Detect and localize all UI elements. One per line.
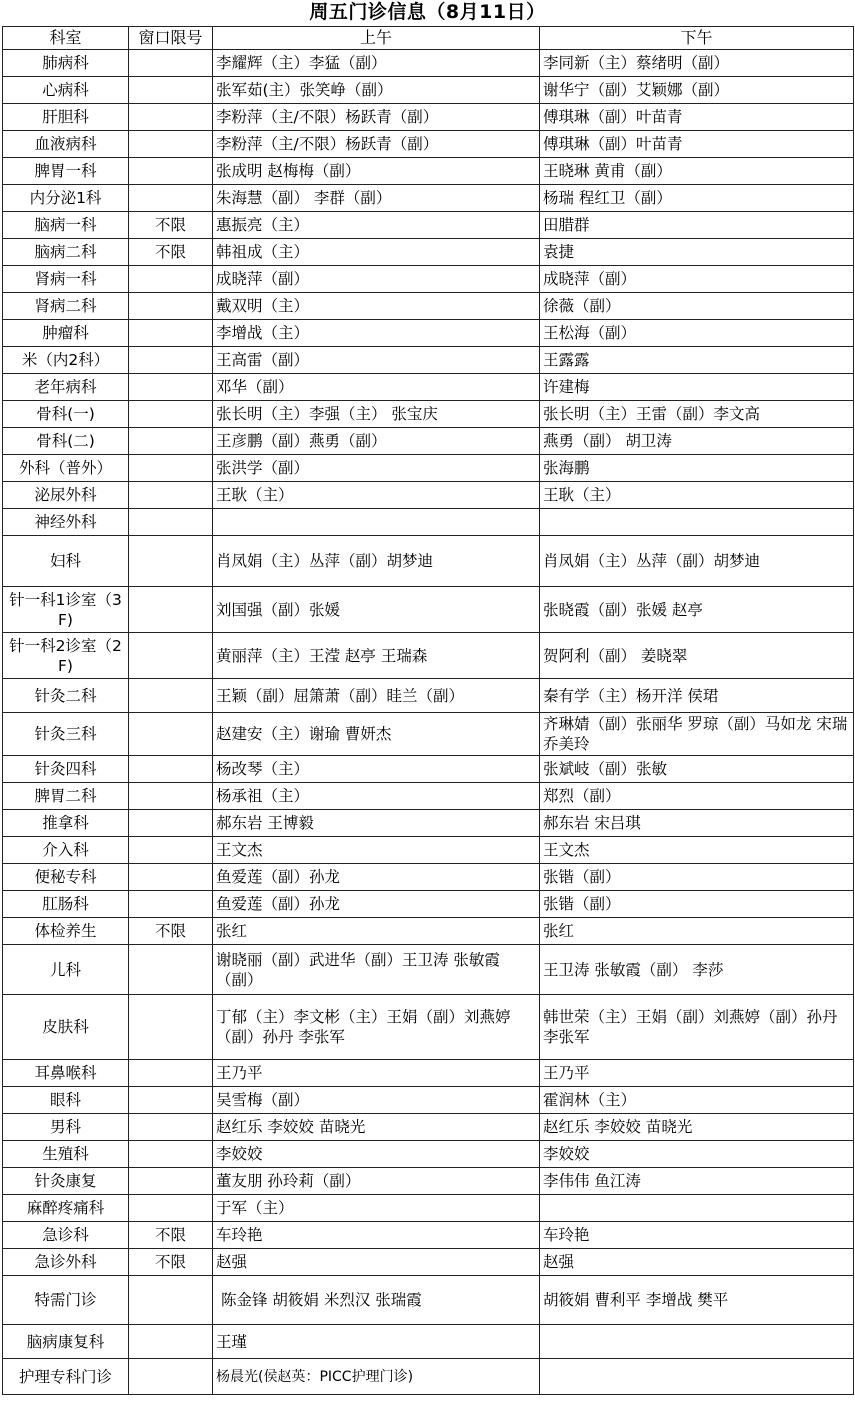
table-row xyxy=(3,713,854,756)
window-limit-cell xyxy=(129,1087,213,1114)
afternoon-doctors-cell: 车玲艳 xyxy=(540,1222,854,1249)
window-limit-cell xyxy=(129,1114,213,1141)
afternoon-doctors-cell: 张晓霞（副）张媛 赵亭 xyxy=(540,587,854,633)
dept-cell: 妇科 xyxy=(3,536,129,587)
table-row xyxy=(3,239,854,266)
table-row xyxy=(3,1168,854,1195)
window-limit-cell xyxy=(129,1359,213,1395)
dept-cell: 针灸三科 xyxy=(3,713,129,756)
window-limit-cell xyxy=(129,509,213,536)
window-limit-cell xyxy=(129,713,213,756)
afternoon-doctors-cell: 杨瑞 程红卫（副） xyxy=(540,185,854,212)
window-limit-cell: 不限 xyxy=(129,212,213,239)
window-limit-cell xyxy=(129,536,213,587)
afternoon-doctors-cell: 王耿（主） xyxy=(540,482,854,509)
dept-cell: 血液病科 xyxy=(3,131,129,158)
window-limit-cell xyxy=(129,891,213,918)
morning-doctors-cell: 王颖（副）屈箫萧（副）眭兰（副） xyxy=(213,679,540,713)
afternoon-doctors-cell xyxy=(540,1359,854,1395)
table-row xyxy=(3,1195,854,1222)
window-limit-cell xyxy=(129,428,213,455)
table-row xyxy=(3,1222,854,1249)
morning-doctors-cell: 李粉萍（主/不限）杨跃青（副） xyxy=(213,131,540,158)
morning-doctors-cell: 朱海慧（副） 李群（副） xyxy=(213,185,540,212)
window-limit-cell xyxy=(129,1060,213,1087)
afternoon-doctors-cell: 许建梅 xyxy=(540,374,854,401)
morning-doctors-cell: 李粉萍（主/不限）杨跃青（副） xyxy=(213,104,540,131)
morning-doctors-cell: 邓华（副） xyxy=(213,374,540,401)
dept-cell: 脑病二科 xyxy=(3,239,129,266)
afternoon-doctors-cell: 秦有学（主）杨开洋 侯珺 xyxy=(540,679,854,713)
table-row xyxy=(3,347,854,374)
window-limit-cell xyxy=(129,587,213,633)
dept-cell: 针一科2诊室（2F) xyxy=(3,633,129,679)
table-row xyxy=(3,1325,854,1359)
table-row xyxy=(3,864,854,891)
window-limit-cell: 不限 xyxy=(129,239,213,266)
table-row xyxy=(3,428,854,455)
afternoon-doctors-cell: 成晓萍（副） xyxy=(540,266,854,293)
dept-cell: 米（内2科） xyxy=(3,347,129,374)
dept-cell: 骨科(二) xyxy=(3,428,129,455)
window-limit-cell xyxy=(129,1325,213,1359)
window-limit-cell xyxy=(129,77,213,104)
morning-doctors-cell: 李增战（主） xyxy=(213,320,540,347)
window-limit-cell xyxy=(129,50,213,77)
afternoon-doctors-cell: 王文杰 xyxy=(540,837,854,864)
afternoon-doctors-cell: 傅琪琳（副）叶苗青 xyxy=(540,131,854,158)
table-row xyxy=(3,50,854,77)
morning-doctors-cell: 李耀辉（主）李猛（副） xyxy=(213,50,540,77)
window-limit-cell xyxy=(129,783,213,810)
page-title: 周五门诊信息（8月11日） xyxy=(309,1,546,23)
table-row xyxy=(3,1359,854,1395)
window-limit-cell xyxy=(129,945,213,995)
dept-cell: 骨科(一) xyxy=(3,401,129,428)
window-limit-cell xyxy=(129,1168,213,1195)
table-row xyxy=(3,587,854,633)
morning-doctors-cell: 张红 xyxy=(213,918,540,945)
window-limit-cell xyxy=(129,185,213,212)
dept-cell: 肾病一科 xyxy=(3,266,129,293)
morning-doctors-cell: 于军（主） xyxy=(213,1195,540,1222)
table-row xyxy=(3,185,854,212)
afternoon-doctors-cell: 张锴（副） xyxy=(540,864,854,891)
dept-cell: 急诊科 xyxy=(3,1222,129,1249)
morning-doctors-cell: 刘国强（副）张媛 xyxy=(213,587,540,633)
afternoon-doctors-cell: 张海鹏 xyxy=(540,455,854,482)
afternoon-doctors-cell: 燕勇（副） 胡卫涛 xyxy=(540,428,854,455)
table-row xyxy=(3,158,854,185)
morning-doctors-cell: 郝东岩 王博毅 xyxy=(213,810,540,837)
afternoon-doctors-cell: 赵强 xyxy=(540,1249,854,1276)
afternoon-doctors-cell xyxy=(540,509,854,536)
window-limit-cell xyxy=(129,995,213,1060)
window-limit-cell xyxy=(129,864,213,891)
afternoon-doctors-cell: 李伟伟 鱼江涛 xyxy=(540,1168,854,1195)
afternoon-doctors-cell: 田腊群 xyxy=(540,212,854,239)
morning-doctors-cell: 赵红乐 李姣姣 苗晓光 xyxy=(213,1114,540,1141)
afternoon-doctors-cell xyxy=(540,1195,854,1222)
dept-cell: 皮肤科 xyxy=(3,995,129,1060)
dept-cell: 针灸康复 xyxy=(3,1168,129,1195)
afternoon-doctors-cell: 李姣姣 xyxy=(540,1141,854,1168)
dept-cell: 体检养生 xyxy=(3,918,129,945)
afternoon-doctors-cell: 徐薇（副） xyxy=(540,293,854,320)
window-limit-cell: 不限 xyxy=(129,1249,213,1276)
afternoon-doctors-cell: 齐琳婧（副）张丽华 罗琼（副）马如龙 宋瑞 乔美玲 xyxy=(540,713,854,756)
window-limit-cell xyxy=(129,1141,213,1168)
morning-doctors-cell: 赵建安（主）谢瑜 曹妍杰 xyxy=(213,713,540,756)
table-row xyxy=(3,131,854,158)
clinic-schedule-table xyxy=(2,26,854,1395)
table-row xyxy=(3,509,854,536)
window-limit-cell: 不限 xyxy=(129,918,213,945)
table-row xyxy=(3,1060,854,1087)
morning-doctors-cell: 王彦鹏（副）燕勇（副） xyxy=(213,428,540,455)
dept-cell: 肾病二科 xyxy=(3,293,129,320)
table-row xyxy=(3,995,854,1060)
table-row xyxy=(3,482,854,509)
dept-cell: 特需门诊 xyxy=(3,1276,129,1325)
morning-doctors-cell: 谢晓丽（副）武进华（副）王卫涛 张敏霞（副） xyxy=(213,945,540,995)
dept-cell: 男科 xyxy=(3,1114,129,1141)
morning-doctors-cell: 鱼爱莲（副）孙龙 xyxy=(213,891,540,918)
table-row xyxy=(3,679,854,713)
dept-cell: 外科（普外） xyxy=(3,455,129,482)
window-limit-cell xyxy=(129,633,213,679)
afternoon-doctors-cell: 赵红乐 李姣姣 苗晓光 xyxy=(540,1114,854,1141)
morning-doctors-cell: 戴双明（主） xyxy=(213,293,540,320)
dept-cell: 针灸四科 xyxy=(3,756,129,783)
dept-cell: 急诊外科 xyxy=(3,1249,129,1276)
table-row xyxy=(3,212,854,239)
window-limit-cell: 不限 xyxy=(129,1222,213,1249)
dept-cell: 老年病科 xyxy=(3,374,129,401)
afternoon-doctors-cell: 王露露 xyxy=(540,347,854,374)
morning-doctors-cell: 鱼爱莲（副）孙龙 xyxy=(213,864,540,891)
morning-doctors-cell: 杨晨光(侯赵英：PICC护理门诊) xyxy=(213,1359,540,1395)
dept-cell: 儿科 xyxy=(3,945,129,995)
afternoon-doctors-cell: 张斌岐（副）张敏 xyxy=(540,756,854,783)
table-row xyxy=(3,918,854,945)
morning-doctors-cell: 车玲艳 xyxy=(213,1222,540,1249)
table-row xyxy=(3,374,854,401)
afternoon-doctors-cell: 张红 xyxy=(540,918,854,945)
dept-cell: 便秘专科 xyxy=(3,864,129,891)
morning-doctors-cell: 张军茹(主）张笑峥（副） xyxy=(213,77,540,104)
window-limit-cell xyxy=(129,756,213,783)
dept-cell: 脑病康复科 xyxy=(3,1325,129,1359)
dept-cell: 肺病科 xyxy=(3,50,129,77)
table-row xyxy=(3,783,854,810)
morning-doctors-cell: 张成明 赵梅梅（副） xyxy=(213,158,540,185)
afternoon-doctors-cell: 袁捷 xyxy=(540,239,854,266)
afternoon-doctors-cell: 王晓琳 黄甫（副） xyxy=(540,158,854,185)
table-header-row xyxy=(3,27,854,50)
table-row xyxy=(3,945,854,995)
dept-cell: 眼科 xyxy=(3,1087,129,1114)
header-am: 上午 xyxy=(213,27,540,50)
dept-cell: 脾胃二科 xyxy=(3,783,129,810)
dept-cell: 耳鼻喉科 xyxy=(3,1060,129,1087)
morning-doctors-cell: 董友朋 孙玲莉（副） xyxy=(213,1168,540,1195)
table-row xyxy=(3,1114,854,1141)
window-limit-cell xyxy=(129,1195,213,1222)
dept-cell: 生殖科 xyxy=(3,1141,129,1168)
table-row xyxy=(3,77,854,104)
morning-doctors-cell: 李姣姣 xyxy=(213,1141,540,1168)
dept-cell: 推拿科 xyxy=(3,810,129,837)
morning-doctors-cell: 王瑾 xyxy=(213,1325,540,1359)
table-row xyxy=(3,810,854,837)
window-limit-cell xyxy=(129,266,213,293)
dept-cell: 介入科 xyxy=(3,837,129,864)
morning-doctors-cell: 赵强 xyxy=(213,1249,540,1276)
window-limit-cell xyxy=(129,482,213,509)
window-limit-cell xyxy=(129,158,213,185)
table-row xyxy=(3,1249,854,1276)
morning-doctors-cell: 杨改琴（主） xyxy=(213,756,540,783)
window-limit-cell xyxy=(129,1276,213,1325)
morning-doctors-cell: 王耿（主） xyxy=(213,482,540,509)
afternoon-doctors-cell: 张锴（副） xyxy=(540,891,854,918)
window-limit-cell xyxy=(129,837,213,864)
table-row xyxy=(3,1087,854,1114)
afternoon-doctors-cell: 傅琪琳（副）叶苗青 xyxy=(540,104,854,131)
morning-doctors-cell: 成晓萍（副） xyxy=(213,266,540,293)
morning-doctors-cell: 王乃平 xyxy=(213,1060,540,1087)
dept-cell: 神经外科 xyxy=(3,509,129,536)
table-row xyxy=(3,1141,854,1168)
dept-cell: 针一科1诊室（3F) xyxy=(3,587,129,633)
morning-doctors-cell: 张洪学（副） xyxy=(213,455,540,482)
morning-doctors-cell: 王文杰 xyxy=(213,837,540,864)
window-limit-cell xyxy=(129,455,213,482)
dept-cell: 肝胆科 xyxy=(3,104,129,131)
table-row xyxy=(3,104,854,131)
table-row xyxy=(3,837,854,864)
afternoon-doctors-cell: 肖凤娟（主）丛萍（副）胡梦迪 xyxy=(540,536,854,587)
morning-doctors-cell: 张长明（主）李强（主） 张宝庆 xyxy=(213,401,540,428)
table-row xyxy=(3,891,854,918)
window-limit-cell xyxy=(129,131,213,158)
dept-cell: 肛肠科 xyxy=(3,891,129,918)
header-pm: 下午 xyxy=(540,27,854,50)
dept-cell: 护理专科门诊 xyxy=(3,1359,129,1395)
window-limit-cell xyxy=(129,401,213,428)
afternoon-doctors-cell: 王松海（副） xyxy=(540,320,854,347)
table-row xyxy=(3,266,854,293)
afternoon-doctors-cell: 李同新（主）蔡绪明（副） xyxy=(540,50,854,77)
afternoon-doctors-cell: 郑烈（副） xyxy=(540,783,854,810)
afternoon-doctors-cell: 郝东岩 宋吕琪 xyxy=(540,810,854,837)
table-row xyxy=(3,1276,854,1325)
table-row xyxy=(3,401,854,428)
morning-doctors-cell: 杨承祖（主） xyxy=(213,783,540,810)
table-row xyxy=(3,536,854,587)
dept-cell: 泌尿外科 xyxy=(3,482,129,509)
table-row xyxy=(3,756,854,783)
header-dept: 科室 xyxy=(3,27,129,50)
dept-cell: 内分泌1科 xyxy=(3,185,129,212)
dept-cell: 针灸二科 xyxy=(3,679,129,713)
dept-cell: 麻醉疼痛科 xyxy=(3,1195,129,1222)
morning-doctors-cell: 王高雷（副） xyxy=(213,347,540,374)
dept-cell: 心病科 xyxy=(3,77,129,104)
table-row xyxy=(3,293,854,320)
afternoon-doctors-cell: 胡筱娟 曹利平 李增战 樊平 xyxy=(540,1276,854,1325)
window-limit-cell xyxy=(129,320,213,347)
morning-doctors-cell: 韩祖成（主） xyxy=(213,239,540,266)
afternoon-doctors-cell: 王乃平 xyxy=(540,1060,854,1087)
header-window: 窗口限号 xyxy=(129,27,213,50)
table-row xyxy=(3,633,854,679)
dept-cell: 脑病一科 xyxy=(3,212,129,239)
window-limit-cell xyxy=(129,679,213,713)
window-limit-cell xyxy=(129,810,213,837)
afternoon-doctors-cell xyxy=(540,1325,854,1359)
morning-doctors-cell: 陈金锋 胡筱娟 米烈汉 张瑞霞 xyxy=(213,1276,540,1325)
afternoon-doctors-cell: 霍润林（主） xyxy=(540,1087,854,1114)
afternoon-doctors-cell: 王卫涛 张敏霞（副） 李莎 xyxy=(540,945,854,995)
window-limit-cell xyxy=(129,293,213,320)
morning-doctors-cell: 丁郁（主）李文彬（主）王娟（副）刘燕婷（副）孙丹 李张军 xyxy=(213,995,540,1060)
table-row xyxy=(3,320,854,347)
window-limit-cell xyxy=(129,347,213,374)
morning-doctors-cell: 黄丽萍（主）王滢 赵亭 王瑞森 xyxy=(213,633,540,679)
afternoon-doctors-cell: 韩世荣（主）王娟（副）刘燕婷（副）孙丹 李张军 xyxy=(540,995,854,1060)
morning-doctors-cell: 吴雪梅（副） xyxy=(213,1087,540,1114)
window-limit-cell xyxy=(129,374,213,401)
dept-cell: 肿瘤科 xyxy=(3,320,129,347)
morning-doctors-cell: 肖凤娟（主）丛萍（副）胡梦迪 xyxy=(213,536,540,587)
afternoon-doctors-cell: 贺阿利（副） 姜晓翠 xyxy=(540,633,854,679)
dept-cell: 脾胃一科 xyxy=(3,158,129,185)
afternoon-doctors-cell: 张长明（主）王雷（副）李文高 xyxy=(540,401,854,428)
morning-doctors-cell: 惠振亮（主） xyxy=(213,212,540,239)
window-limit-cell xyxy=(129,104,213,131)
morning-doctors-cell xyxy=(213,509,540,536)
afternoon-doctors-cell: 谢华宁（副）艾颖娜（副） xyxy=(540,77,854,104)
table-row xyxy=(3,455,854,482)
